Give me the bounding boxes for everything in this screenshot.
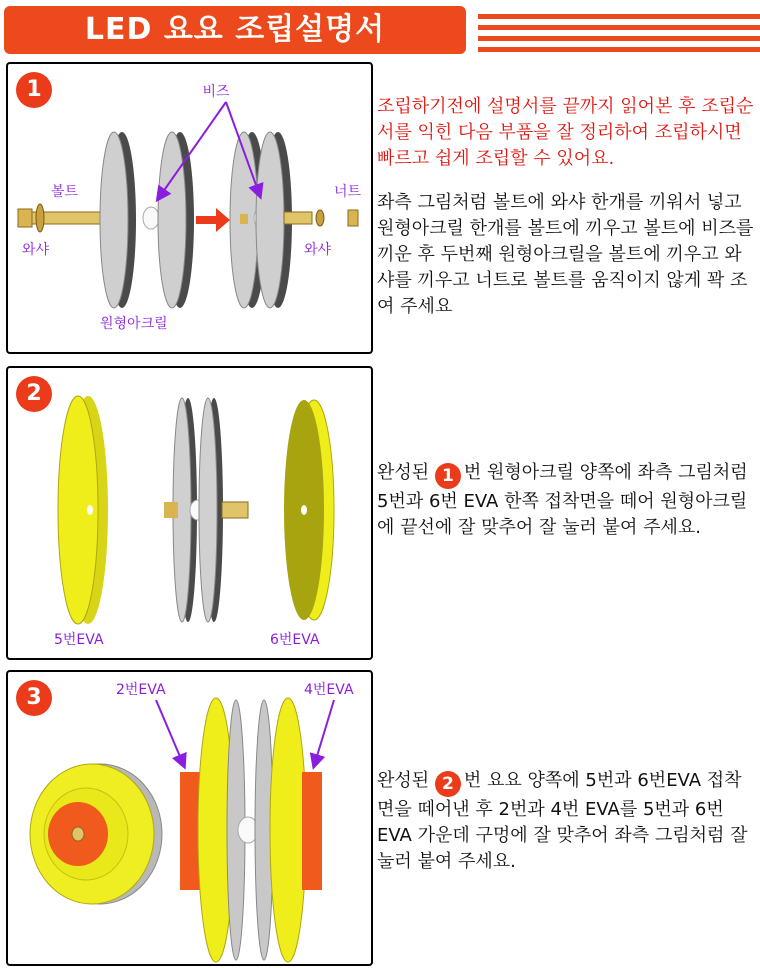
step3-text: 번 요요 양쪽에 5번과 6번EVA 접착면을 떼어낸 후 2번과 4번 EVA를 5번과 6번 EVA 가운데 구멍에 잘 맞추어 좌측 그림처럼 잘 눌러 붙여 주세요. [377,770,748,872]
washer-icon [316,210,324,226]
header [0,0,760,62]
label-eva2: 2번EVA [116,682,166,698]
step2-panel [6,366,373,660]
step3-prefix: 완성된 [377,770,430,791]
ref-badge: 2 [435,771,461,797]
header-stripe [478,47,760,52]
step2-prefix: 완성된 [377,462,430,483]
label-eva5: 5번EVA [54,632,104,648]
acrylic-disc-icon [158,132,194,308]
label-washer-right: 와샤 [304,242,332,258]
ref-badge: 1 [435,463,461,489]
step2-text: 번 원형아크릴 양쪽에 좌측 그림처럼 5번과 6번 EVA 한쪽 접착면을 떼어 원형아크릴에 끝선에 잘 맞추어 잘 눌러 붙여 주세요. [377,462,748,538]
step2-illustration [8,368,371,658]
intro-text: 조립하기전에 설명서를 끝까지 읽어본 후 조립순서를 익힌 다음 부품을 잘 정리하여 조립하시면 빠르고 쉽게 조립할 수 있어요. [377,96,754,169]
step3-panel [6,670,373,966]
label-eva6: 6번EVA [270,632,320,648]
label-beads: 비즈 [202,84,230,100]
step1-panel [6,62,373,354]
bolt-icon [18,209,104,227]
page-title: LED 요요 조립설명서 [84,12,386,47]
title-banner [4,6,466,54]
step2-description [377,460,755,541]
header-stripe [478,14,760,19]
assembled-disc-icon [230,132,312,308]
step1-illustration [8,64,371,352]
label-acrylic: 원형아크릴 [100,316,168,332]
label-washer-left: 와샤 [22,242,50,258]
assembled-yoyo-icon [180,698,322,962]
arrow-right-icon [196,208,230,232]
eva-disc-icon [284,400,334,620]
header-stripe [478,36,760,41]
nut-icon [348,210,358,226]
step3-illustration [8,672,371,964]
step2-badge: 2 [16,376,52,412]
finished-yoyo-icon [30,764,162,904]
step1-description [377,94,755,338]
header-stripe [478,25,760,30]
assembled-disc-icon [164,398,248,622]
label-eva4: 4번EVA [304,682,354,698]
bead-icon [143,207,159,229]
eva-disc-icon [58,396,108,624]
step3-description [377,768,755,875]
step1-badge: 1 [16,72,52,108]
step3-badge: 3 [16,680,52,716]
label-bolt: 볼트 [51,184,79,200]
label-nut: 너트 [334,184,362,200]
washer-icon [36,204,44,232]
step1-text: 좌측 그림처럼 볼트에 와샤 한개를 끼워서 넣고 원형아크릴 한개를 볼트에 끼우고 볼트에 비즈를 끼운 후 두번째 원형아크릴을 볼트에 끼우고 와샤를 끼우고 너트로 볼트를 움직이지 않게 꽉 조여 주세요 [377,192,754,317]
